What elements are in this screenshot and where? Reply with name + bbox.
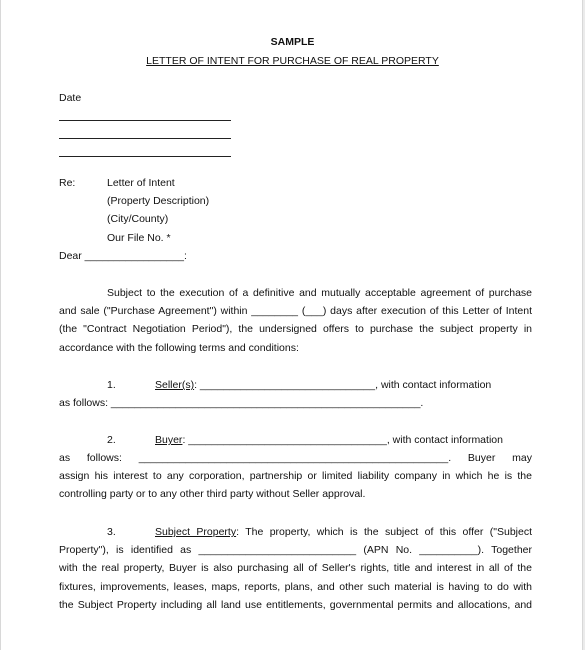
date-label: Date bbox=[59, 92, 82, 104]
item-3-line-5: the Subject Property including all land use entitlements, governmental permits and allocations, and bbox=[59, 599, 532, 611]
re-label: Re: bbox=[59, 177, 76, 189]
re-line-4: Our File No. * bbox=[107, 232, 171, 244]
intro-line-1: Subject to the execution of a definitive and mutually acceptable agreement of purchase bbox=[107, 287, 532, 299]
item-3-heading: Subject Property bbox=[155, 526, 237, 538]
item-1-number: 1. bbox=[107, 379, 116, 391]
item-1-first-rest: : ______________________________, with contact information bbox=[194, 379, 492, 391]
item-2-number: 2. bbox=[107, 434, 116, 446]
item-2-first-line bbox=[155, 434, 503, 446]
item-2-line-3: assign his interest to any corporation, partnership or limited liability company in which he is the bbox=[59, 470, 532, 482]
item-3-number: 3. bbox=[107, 526, 116, 538]
intro-line-3: (the "Contract Negotiation Period"), the undersigned offers to purchase the subject property in bbox=[59, 323, 532, 335]
item-2-line-4: controlling party or to any other third party without Seller approval. bbox=[59, 488, 366, 500]
item-1-heading: Seller(s) bbox=[155, 379, 195, 391]
address-line-3 bbox=[59, 156, 231, 157]
item-2-line-2: as follows: _____________________________________________________. Buyer may bbox=[59, 452, 532, 464]
intro-line-4: accordance with the following terms and conditions: bbox=[59, 342, 299, 354]
re-line-1: Letter of Intent bbox=[107, 177, 175, 189]
item-3-first-rest: : The property, which is the subject of this offer ("Subject bbox=[236, 526, 533, 538]
item-1-line-2: as follows: _____________________________________________________. bbox=[59, 397, 424, 409]
re-line-3: (City/County) bbox=[107, 213, 169, 225]
salutation: Dear _________________: bbox=[59, 250, 187, 262]
address-line-1 bbox=[59, 120, 231, 121]
item-3-first-line bbox=[155, 526, 532, 538]
item-3-line-2: Property"), is identified as ___________________________ (APN No. __________). Together bbox=[59, 544, 532, 556]
item-3-line-4: fixtures, improvements, leases, maps, reports, plans, and other such material is having to do with bbox=[59, 581, 532, 593]
intro-line-2: and sale ("Purchase Agreement") within ________ (___) days after execution of this Letter of Intent bbox=[59, 305, 532, 317]
item-2-heading: Buyer bbox=[155, 434, 183, 446]
item-1-first-line bbox=[155, 379, 491, 391]
sample-heading: SAMPLE bbox=[270, 36, 315, 48]
document-title: LETTER OF INTENT FOR PURCHASE OF REAL PROPERTY bbox=[146, 55, 439, 67]
item-3-line-3: with the real property, Buyer is also purchasing all of Seller's rights, title and interest in all of the bbox=[59, 562, 532, 574]
address-line-2 bbox=[59, 138, 231, 139]
item-2-first-rest: : __________________________________, with contact information bbox=[182, 434, 503, 446]
re-line-2: (Property Description) bbox=[107, 195, 210, 207]
